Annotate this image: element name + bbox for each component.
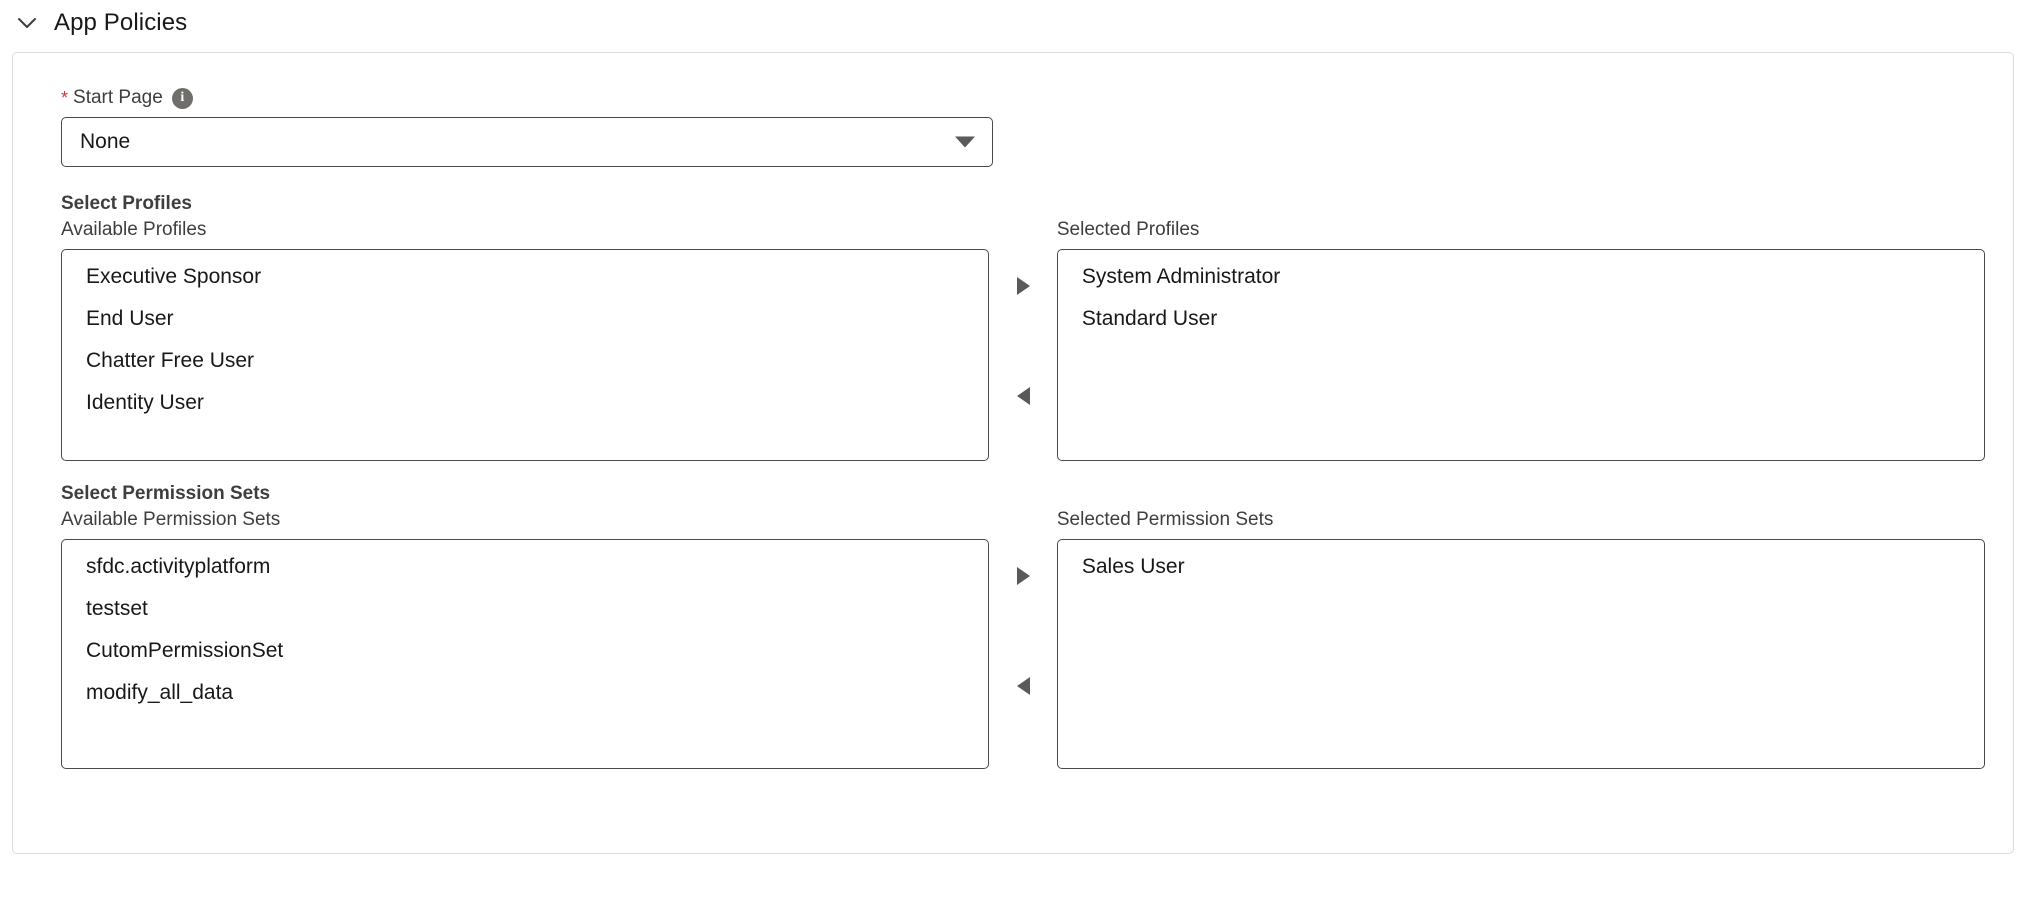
- selected-permission-sets-column: [1057, 509, 1985, 769]
- available-permission-sets-listbox[interactable]: [61, 539, 989, 769]
- select-profiles-title: Select Profiles: [61, 193, 192, 214]
- chevron-down-icon[interactable]: [14, 10, 40, 36]
- available-permission-sets-caption: Available Permission Sets: [61, 509, 281, 530]
- triangle-left-icon[interactable]: [1010, 673, 1036, 699]
- start-page-label: Start Page: [73, 87, 163, 108]
- required-marker: *: [61, 88, 69, 108]
- start-page-select-wrapper: [61, 117, 993, 167]
- start-page-label-row: [61, 87, 1985, 109]
- section-header: [0, 0, 2026, 48]
- available-profiles-caption: Available Profiles: [61, 219, 207, 240]
- page-title: App Policies: [54, 9, 188, 36]
- permission-sets-move-buttons: [989, 509, 1057, 699]
- selected-profiles-listbox[interactable]: [1057, 249, 1985, 461]
- profiles-move-buttons: [989, 219, 1057, 409]
- triangle-left-icon[interactable]: [1010, 383, 1036, 409]
- permission-sets-dual-listbox: [61, 509, 1985, 769]
- selected-profiles-column: [1057, 219, 1985, 461]
- profiles-dual-listbox: [61, 219, 1985, 461]
- triangle-right-icon[interactable]: [1010, 273, 1036, 299]
- select-permission-sets-title: Select Permission Sets: [61, 483, 271, 504]
- list-item[interactable]: Sales User: [1081, 555, 1185, 578]
- list-item[interactable]: End User: [86, 307, 174, 330]
- list-item[interactable]: Identity User: [86, 391, 204, 414]
- selected-permission-sets-listbox[interactable]: [1057, 539, 1985, 769]
- app-policies-card: [12, 52, 2014, 854]
- list-item[interactable]: Executive Sponsor: [86, 265, 262, 288]
- available-profiles-column: [61, 219, 989, 461]
- list-item[interactable]: testset: [86, 597, 148, 620]
- available-profiles-listbox[interactable]: [61, 249, 989, 461]
- list-item[interactable]: modify_all_data: [86, 681, 234, 704]
- list-item[interactable]: Chatter Free User: [86, 349, 255, 372]
- selected-profiles-caption: Selected Profiles: [1056, 219, 1200, 240]
- list-item[interactable]: System Administrator: [1081, 265, 1281, 288]
- start-page-select[interactable]: [61, 117, 993, 167]
- selected-permission-sets-caption: Selected Permission Sets: [1056, 509, 1274, 530]
- triangle-right-icon[interactable]: [1010, 563, 1036, 589]
- info-icon[interactable]: i: [172, 88, 193, 109]
- start-page-selected-value: None: [80, 130, 131, 153]
- list-item[interactable]: Standard User: [1081, 307, 1218, 330]
- available-permission-sets-column: [61, 509, 989, 769]
- list-item[interactable]: sfdc.activityplatform: [86, 555, 271, 578]
- list-item[interactable]: CutomPermissionSet: [86, 639, 284, 662]
